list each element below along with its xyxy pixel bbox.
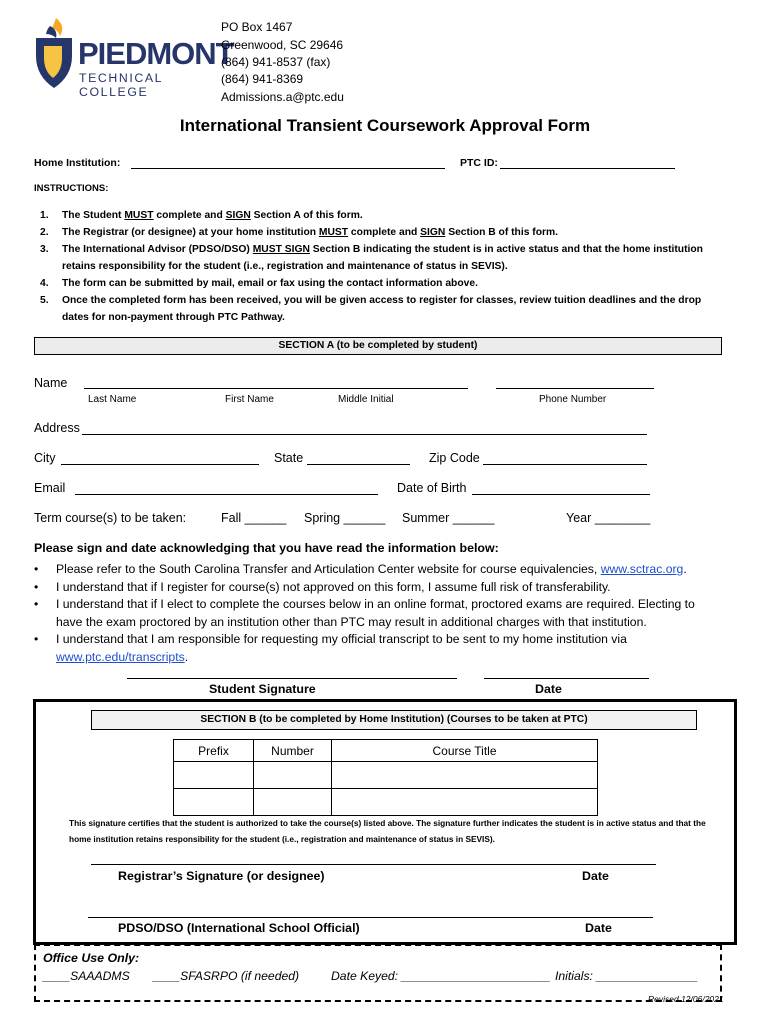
number-cell[interactable] [254, 789, 332, 816]
registrar-date-label: Date [582, 869, 609, 883]
ack-item: • I understand that I am responsible for requesting my official transcript to be sent to my home institution via www.ptc.edu/transcripts. [34, 631, 724, 666]
table-row [174, 762, 598, 789]
logo-subtitle: TECHNICAL COLLEGE [79, 71, 163, 99]
instruction-item: 2. The Registrar (or designee) at your home institution MUST complete and SIGN Section B of this form. [40, 227, 559, 238]
address-label: Address [34, 421, 80, 435]
col-prefix: Prefix [174, 740, 254, 762]
section-a-header: SECTION A (to be completed by student) [34, 337, 722, 355]
email-field[interactable] [75, 494, 378, 495]
initials-field[interactable]: Initials: _______________ [555, 969, 698, 983]
middle-initial-caption: Middle Initial [338, 394, 394, 405]
contact-po-box: PO Box 1467 [221, 20, 293, 34]
term-label: Term course(s) to be taken: [34, 511, 187, 525]
state-label: State [274, 451, 304, 465]
office-use-heading: Office Use Only: [43, 951, 140, 965]
summer-field[interactable]: Summer ______ [402, 511, 495, 525]
name-label: Name [34, 376, 68, 390]
pdso-signature-label: PDSO/DSO (International School Official) [118, 921, 360, 935]
first-name-caption: First Name [225, 394, 274, 405]
city-label: City [34, 451, 56, 465]
col-number: Number [254, 740, 332, 762]
piedmont-logo [32, 16, 234, 99]
torch-icon [32, 16, 78, 90]
prefix-cell[interactable] [174, 762, 254, 789]
student-signature-field[interactable] [127, 678, 457, 679]
logo-wordmark: PIEDMONT [78, 36, 234, 71]
ack-item: • I understand that if I elect to complete the courses below in an online format, proctored exams are required. Electing to have the exam proctored by an institution other than PTC may result in additional charges with that institution. [34, 596, 724, 631]
zip-label: Zip Code [429, 451, 480, 465]
registrar-signature-field[interactable] [91, 864, 656, 865]
city-field[interactable] [61, 464, 259, 465]
revised-date: Revised 12/06/2021 [648, 994, 724, 1004]
home-institution-label: Home Institution: [34, 157, 121, 169]
col-course-title: Course Title [332, 740, 598, 762]
section-b-header: SECTION B (to be completed by Home Institution) (Courses to be taken at PTC) [91, 710, 697, 730]
spring-field[interactable]: Spring ______ [304, 511, 386, 525]
instruction-item: 4. The form can be submitted by mail, email or fax using the contact information above. [40, 278, 478, 289]
pdso-date-label: Date [585, 921, 612, 935]
instruction-item: 1. The Student MUST complete and SIGN Section A of this form. [40, 210, 363, 221]
ack-heading: Please sign and date acknowledging that you have read the information below: [34, 541, 499, 555]
ptc-id-label: PTC ID: [460, 157, 498, 169]
prefix-cell[interactable] [174, 789, 254, 816]
certification-text: This signature certifies that the student is authorized to take the course(s) listed above. The signature further indicates the student is in active status and that the home institution retains responsibility for the student (i.e., registration and maintenance of status in SEVIS). [69, 818, 706, 844]
last-name-caption: Last Name [88, 394, 137, 405]
courses-table [173, 739, 598, 816]
ack-item: • I understand that if I register for course(s) not approved on this form, I assume full risk of transferability. [34, 579, 724, 597]
contact-email: Admissions.a@ptc.edu [221, 90, 344, 104]
pdso-signature-field[interactable] [88, 917, 653, 918]
phone-number-caption: Phone Number [539, 394, 607, 405]
saaadms-field[interactable]: ____SAAADMS [43, 969, 130, 983]
ack-item: • Please refer to the South Carolina Transfer and Articulation Center website for course equivalencies, www.sctrac.org. [34, 561, 724, 579]
sctrac-link[interactable]: www.sctrac.org [600, 562, 684, 576]
dob-label: Date of Birth [397, 481, 467, 495]
name-field[interactable] [84, 388, 468, 389]
number-cell[interactable] [254, 762, 332, 789]
instruction-item: 5. Once the completed form has been received, you will be given access to register for classes, review tuition deadlines and the drop dates for non-payment through PTC Pathway. [40, 295, 702, 323]
student-date-field[interactable] [484, 678, 649, 679]
dob-field[interactable] [472, 494, 650, 495]
table-row [174, 789, 598, 816]
contact-phone: (864) 941-8369 [221, 72, 304, 86]
page-title: International Transient Coursework Approval Form [179, 116, 591, 135]
email-label: Email [34, 481, 66, 495]
address-field[interactable] [82, 434, 647, 435]
ack-list [34, 561, 724, 666]
title-cell[interactable] [332, 789, 598, 816]
student-signature-label: Student Signature [209, 682, 316, 696]
fall-field[interactable]: Fall ______ [221, 511, 287, 525]
title-cell[interactable] [332, 762, 598, 789]
instruction-item: 3. The International Advisor (PDSO/DSO) MUST SIGN Section B indicating the student is in active status and that the home institution retains responsibility for the student (i.e., registration and maintenance of status in SEVIS). [40, 244, 703, 272]
phone-field[interactable] [496, 388, 654, 389]
contact-city: Greenwood, SC 29646 [221, 38, 344, 52]
date-keyed-field[interactable]: Date Keyed: ______________________ [331, 969, 551, 983]
home-institution-field[interactable] [131, 168, 445, 169]
instructions-heading: INSTRUCTIONS: [34, 183, 109, 194]
transcripts-link[interactable]: www.ptc.edu/transcripts [56, 649, 185, 664]
ptc-id-field[interactable] [500, 168, 675, 169]
state-field[interactable] [307, 464, 410, 465]
registrar-signature-label: Registrar’s Signature (or designee) [118, 869, 325, 883]
contact-fax: (864) 941-8537 (fax) [221, 55, 331, 69]
instructions-list [34, 207, 724, 326]
student-date-label: Date [535, 682, 562, 696]
year-field[interactable]: Year ________ [566, 511, 651, 525]
zip-field[interactable] [483, 464, 647, 465]
sfasrpo-field[interactable]: ____SFASRPO (if needed) [153, 969, 300, 983]
